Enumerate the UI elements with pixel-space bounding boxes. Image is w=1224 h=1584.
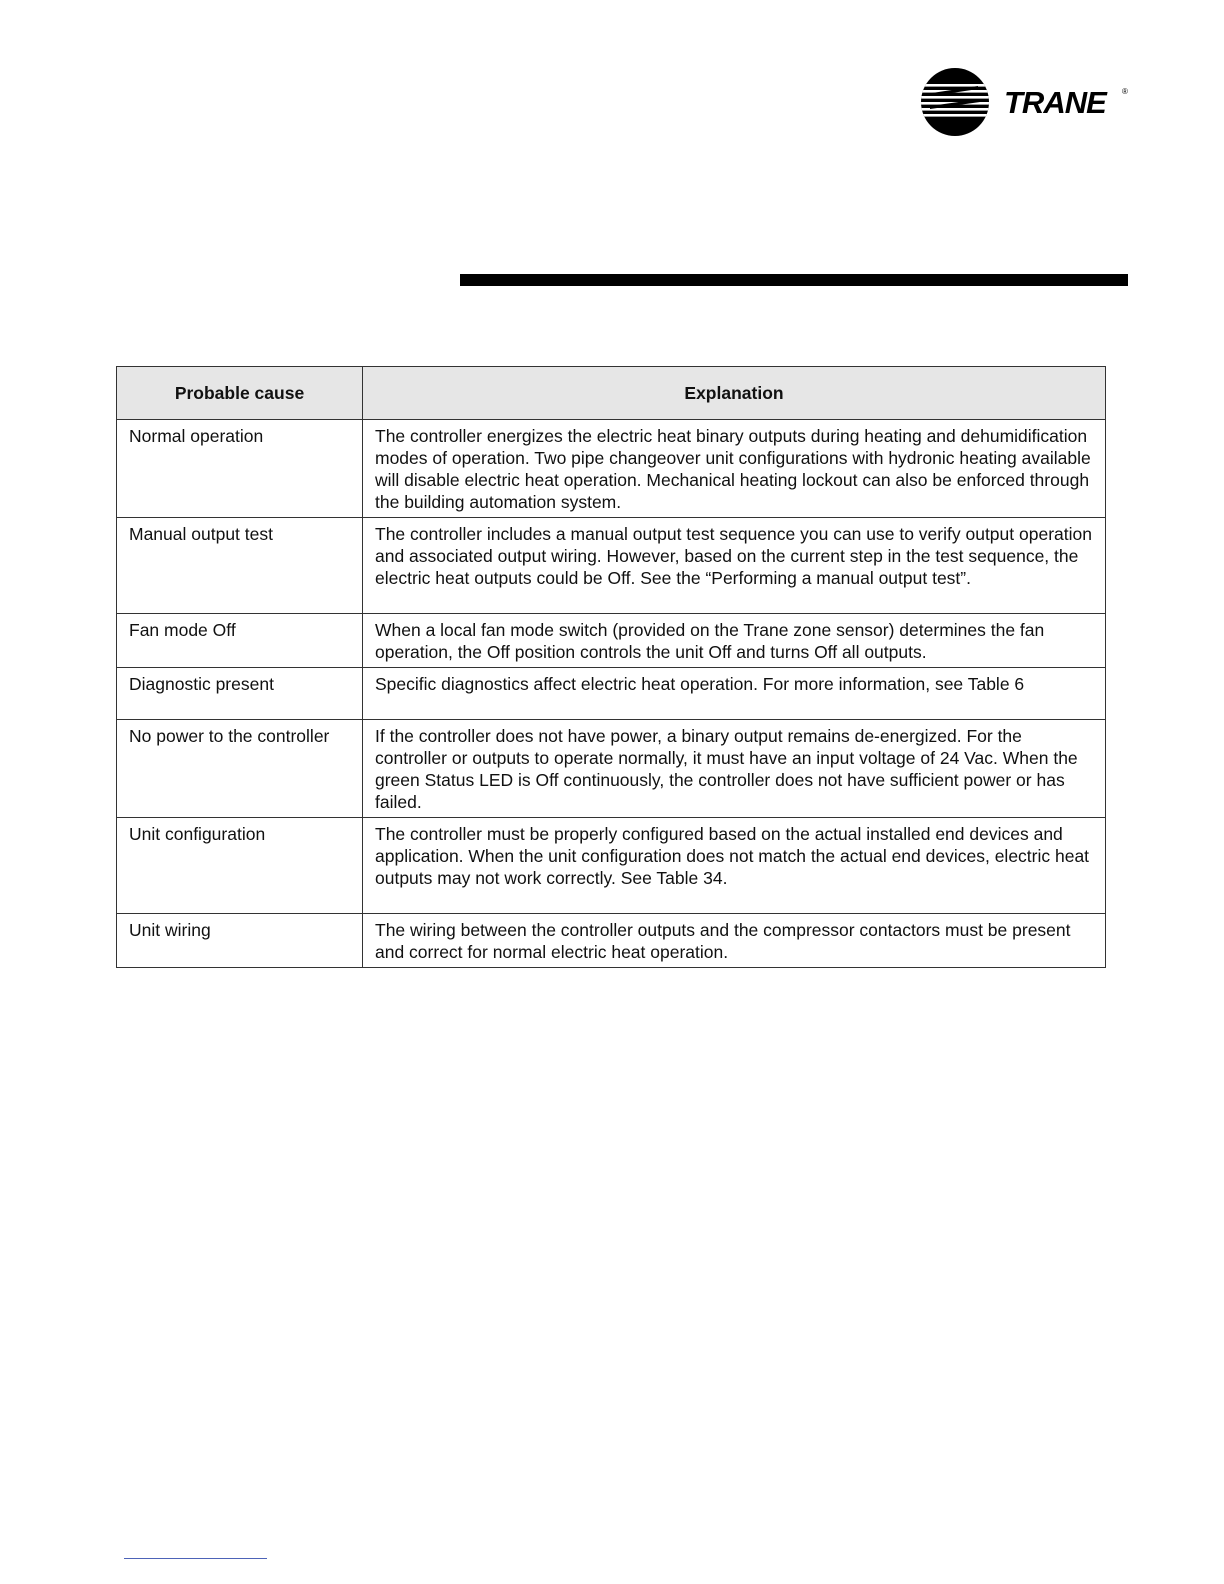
- header-probable-cause: Probable cause: [117, 367, 363, 420]
- explanation-cell: The controller must be properly configured based on the actual installed end devices and application. When the unit configuration does not match the actual end devices, electric heat outputs may not work correctly. See Table 34.: [363, 818, 1106, 914]
- cause-cell: Diagnostic present: [117, 668, 363, 720]
- table-row: [117, 720, 1106, 818]
- footer-rule: [124, 1558, 267, 1559]
- explanation-cell: Specific diagnostics affect electric heat operation. For more information, see Table 6: [363, 668, 1106, 720]
- table-row: [117, 818, 1106, 914]
- trane-logo-graphic: [918, 66, 1133, 138]
- cause-cell: No power to the controller: [117, 720, 363, 818]
- table-row: [117, 420, 1106, 518]
- table-row: [117, 668, 1106, 720]
- cause-cell: Manual output test: [117, 518, 363, 614]
- table-header-row: [117, 367, 1106, 420]
- explanation-cell: When a local fan mode switch (provided on the Trane zone sensor) determines the fan operation, the Off position controls the unit Off and turns Off all outputs.: [363, 614, 1106, 668]
- brand-name: TRANE: [1004, 85, 1106, 120]
- registered-mark: ®: [1122, 87, 1128, 96]
- cause-cell: Unit wiring: [117, 914, 363, 968]
- trane-logo: [918, 66, 1133, 138]
- section-rule: [460, 274, 1128, 286]
- explanation-cell: The wiring between the controller outputs and the compressor contactors must be present and correct for normal electric heat operation.: [363, 914, 1106, 968]
- header-explanation: Explanation: [363, 367, 1106, 420]
- cause-cell: Unit configuration: [117, 818, 363, 914]
- explanation-cell: If the controller does not have power, a binary output remains de-energized. For the controller or outputs to operate normally, it must have an input voltage of 24 Vac. When the green Status LED is Off continuously, the controller does not have sufficient power or has failed.: [363, 720, 1106, 818]
- table-row: [117, 614, 1106, 668]
- cause-cell: Normal operation: [117, 420, 363, 518]
- cause-cell: Fan mode Off: [117, 614, 363, 668]
- explanation-cell: The controller energizes the electric heat binary outputs during heating and dehumidification modes of operation. Two pipe changeover unit configurations with hydronic heating available will disable electric heat operation. Mechanical heating lockout can also be enforced through the building automation system.: [363, 420, 1106, 518]
- explanation-cell: The controller includes a manual output test sequence you can use to verify output operation and associated output wiring. However, based on the current step in the test sequence, the electric heat outputs could be Off. See the “Performing a manual output test”.: [363, 518, 1106, 614]
- table-row: [117, 914, 1106, 968]
- troubleshooting-table: [116, 366, 1106, 968]
- table-row: [117, 518, 1106, 614]
